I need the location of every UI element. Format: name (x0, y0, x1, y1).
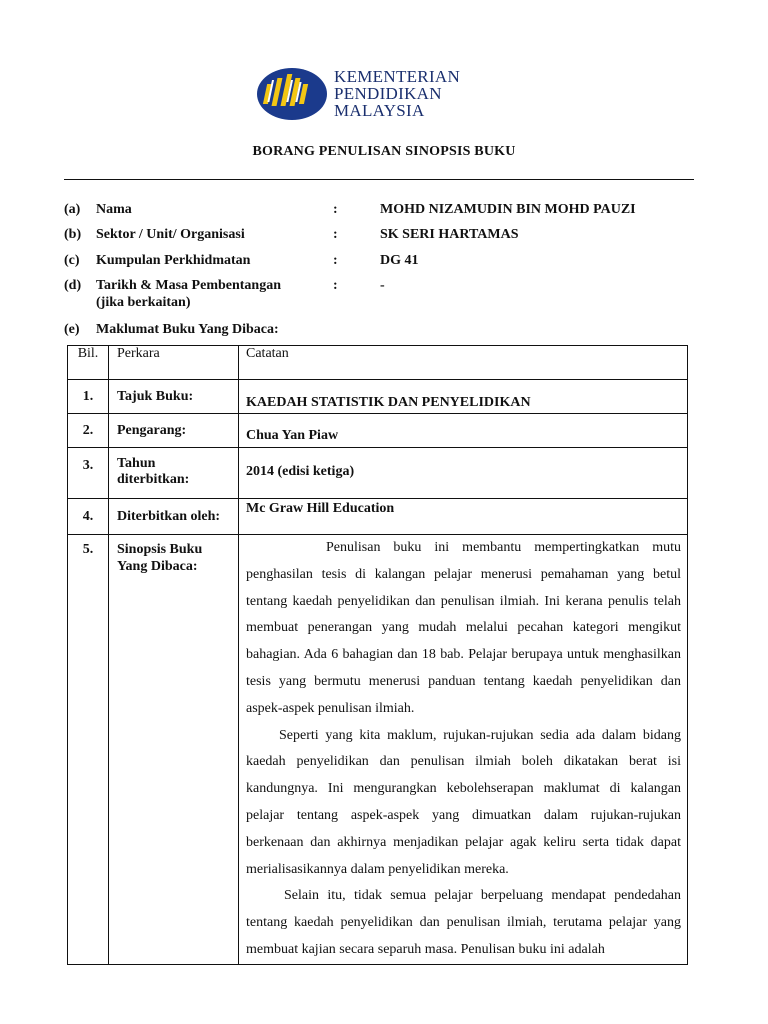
row-perkara: Pengarang: (109, 414, 239, 448)
row-catatan: Mc Graw Hill Education (239, 499, 688, 535)
row-perkara: Tajuk Buku: (109, 380, 239, 414)
field-code: (a) (64, 202, 81, 217)
row-perkara: Diterbitkan oleh: (109, 499, 239, 535)
field-value: MOHD NIZAMUDIN BIN MOHD PAUZI (380, 202, 636, 217)
title-divider (64, 179, 694, 180)
table-row (68, 414, 688, 448)
row-perkara: Sinopsis Buku Yang Dibaca: (109, 535, 239, 965)
header-bil: Bil. (68, 346, 109, 380)
table-row (68, 499, 688, 535)
table-header-row (68, 346, 688, 380)
field-label: Sektor / Unit/ Organisasi (96, 227, 245, 242)
logo-line-1: KEMENTERIAN (334, 67, 461, 86)
field-colon: : (333, 227, 338, 242)
row-number: 5. (68, 535, 109, 965)
synopsis-paragraph: Seperti yang kita maklum, rujukan-rujukan sedia ada dalam bidang kaedah penyelidikan dan penulisan ilmiah boleh dikatakan berat isi kandungnya. Ini mengurangkan kebolehserapan maklumat di kalangan pelajar tentang aspek-aspek yang dimuatkan dalam rujukan-rujukan berkenaan dan akhirnya menjadikan pelajar agak keliru serta tidak dapat merialisasikannya dalam penyelidikan mereka. (246, 727, 681, 877)
row-number: 4. (68, 499, 109, 535)
row-catatan: Chua Yan Piaw (239, 414, 688, 448)
field-label-line-1: Tarikh & Masa Pembentangan (96, 278, 282, 293)
field-colon: : (333, 253, 338, 268)
row-perkara: Tahun diterbitkan: (109, 448, 239, 499)
row-catatan: KAEDAH STATISTIK DAN PENYELIDIKAN (239, 380, 688, 414)
field-value: DG 41 (380, 253, 419, 268)
row-number: 1. (68, 380, 109, 414)
table-row (68, 448, 688, 499)
field-label (96, 277, 336, 311)
field-code: (d) (64, 278, 82, 293)
field-label: Kumpulan Perkhidmatan (96, 253, 251, 268)
field-colon: : (333, 202, 338, 217)
synopsis-paragraph: Selain itu, tidak semua pelajar berpeluang mendapat pendedahan tentang kaedah penyelidikan dan penulisan ilmiah, terutama pelajar yang membuat kajian secara separuh masa. Penulisan buku ini adalah (246, 888, 681, 957)
form-title: BORANG PENULISAN SINOPSIS BUKU (252, 144, 516, 159)
row-number: 3. (68, 448, 109, 499)
synopsis-text (239, 535, 688, 965)
logo-line-2: PENDIDIKAN (334, 84, 442, 103)
field-colon: : (333, 278, 338, 293)
book-info-table (67, 345, 688, 965)
logo-line-3: MALAYSIA (334, 101, 425, 120)
field-value: - (380, 278, 385, 293)
field-label: Nama (96, 202, 132, 217)
row-catatan: 2014 (edisi ketiga) (239, 448, 688, 499)
synopsis-paragraph: Penulisan buku ini membantu mempertingkatkan mutu penghasilan tesis di kalangan pelajar menerusi pemahaman yang betul tentang kaedah penyelidikan dan penulisan ilmiah. Ini kerana penulis telah membuat penerangan yang mudah melalui pecahan kategori mengikut bahagian. Ada 6 bahagian dan 18 bab. Pelajar berupaya untuk menghasilkan tesis yang bermutu menerusi panduan tentang kaedah penyelidikan dan aspek-aspek penulisan ilmiah. (246, 540, 681, 716)
ministry-logo (256, 66, 516, 126)
field-code: (e) (64, 322, 80, 337)
field-value: SK SERI HARTAMAS (380, 227, 519, 242)
header-catatan: Catatan (239, 346, 688, 380)
ministry-name (334, 68, 460, 119)
ministry-emblem-icon (256, 66, 328, 122)
table-row (68, 380, 688, 414)
row-number: 2. (68, 414, 109, 448)
field-code: (b) (64, 227, 82, 242)
field-label-line-2: (jika berkaitan) (96, 295, 191, 310)
header-perkara: Perkara (109, 346, 239, 380)
field-code: (c) (64, 253, 80, 268)
table-row-synopsis (68, 535, 688, 965)
field-label: Maklumat Buku Yang Dibaca: (96, 322, 279, 337)
